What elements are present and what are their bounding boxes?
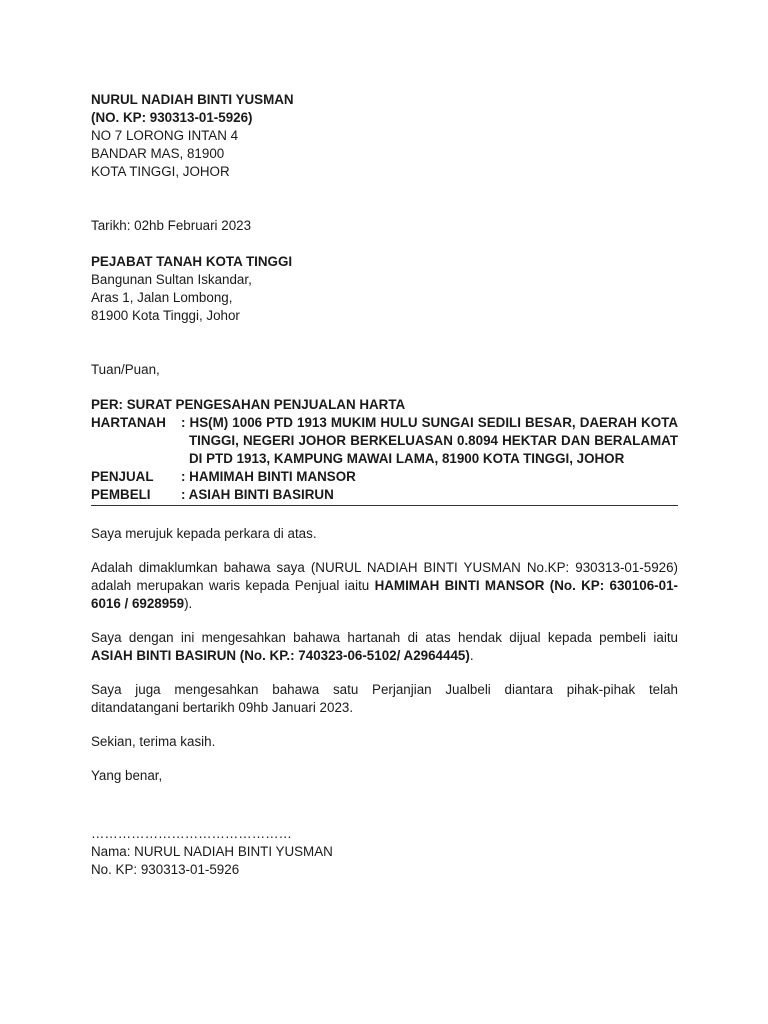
recipient-name: PEJABAT TANAH KOTA TINGGI [91,254,293,269]
subject-label-penjual: PENJUAL [91,469,154,484]
closing: Yang benar, [91,768,163,783]
sender-address-line-2: BANDAR MAS, 81900 [91,146,225,161]
signature-line: ……………………………………… [91,826,292,841]
recipient-block [91,253,678,325]
sender-name: NURUL NADIAH BINTI YUSMAN [91,92,294,107]
subject-label-pembeli: PEMBELI [91,487,151,502]
sender-address-line-3: KOTA TINGGI, JOHOR [91,164,230,179]
paragraph-4: Saya juga mengesahkan bahawa satu Perjanjian Jualbeli diantara pihak-pihak telah ditandatangani bertarikh 09hb Januari 2023. [91,682,678,715]
paragraph-1: Saya merujuk kepada perkara di atas. [91,526,317,541]
subject-row-hartanah [91,414,678,468]
paragraph-3 [91,629,678,665]
subject-title: PER: SURAT PENGESAHAN PENJUALAN HARTA [91,397,406,412]
subject-table [91,414,678,504]
recipient-address-line-2: Aras 1, Jalan Lombong, [91,290,233,305]
subject-block [91,396,678,506]
signature-name: Nama: NURUL NADIAH BINTI YUSMAN [91,844,333,859]
signature-ic: No. KP: 930313-01-5926 [91,862,240,877]
subject-label-hartanah: HARTANAH [91,415,166,430]
subject-value-penjual: : HAMIMAH BINTI MANSOR [181,469,356,484]
letter-date: Tarikh: 02hb Februari 2023 [91,218,252,233]
paragraph-2-text: Adalah dimaklumkan bahawa saya (NURUL NADIAH BINTI YUSMAN No.KP: 930313-01-5926) adalah merupakan waris kepada Penjual iaitu [91,560,678,593]
subject-value-hartanah: : HS(M) 1006 PTD 1913 MUKIM HULU SUNGAI SEDILI BESAR, DAERAH KOTA TINGGI, NEGERI JOHOR BERKELUASAN 0.8094 HEKTAR DAN BERALAMAT DI PTD 1913, KAMPUNG MAWAI LAMA, 81900 KOTA TINGGI, JOHOR [181,415,678,466]
sender-address-line-1: NO 7 LORONG INTAN 4 [91,128,239,143]
paragraph-3-text: Saya dengan ini mengesahkan bahawa hartanah di atas hendak dijual kepada pembeli iaitu [91,630,678,645]
subject-value-pembeli: : ASIAH BINTI BASIRUN [181,487,334,502]
sender-ic: (NO. KP: 930313-01-5926) [91,110,253,125]
recipient-address-line-1: Bangunan Sultan Iskandar, [91,272,252,287]
letter [91,91,678,879]
recipient-address-line-3: 81900 Kota Tinggi, Johor [91,308,240,323]
subject-row-penjual [91,468,678,486]
subject-row-pembeli [91,486,678,504]
paragraph-2-end: ). [184,596,193,611]
salutation: Tuan/Puan, [91,362,160,377]
paragraph-3-buyer: ASIAH BINTI BASIRUN (No. KP.: 740323-06-5102/ A2964445) [91,648,470,663]
paragraph-3-end: . [469,648,474,663]
paragraph-2 [91,559,678,613]
paragraph-2-seller: HAMIMAH BINTI MANSOR (No. KP: 630106-01-6016 / 6928959 [91,578,678,611]
paragraph-5: Sekian, terima kasih. [91,734,216,749]
signature-block [91,825,678,879]
sender-block [91,91,678,181]
